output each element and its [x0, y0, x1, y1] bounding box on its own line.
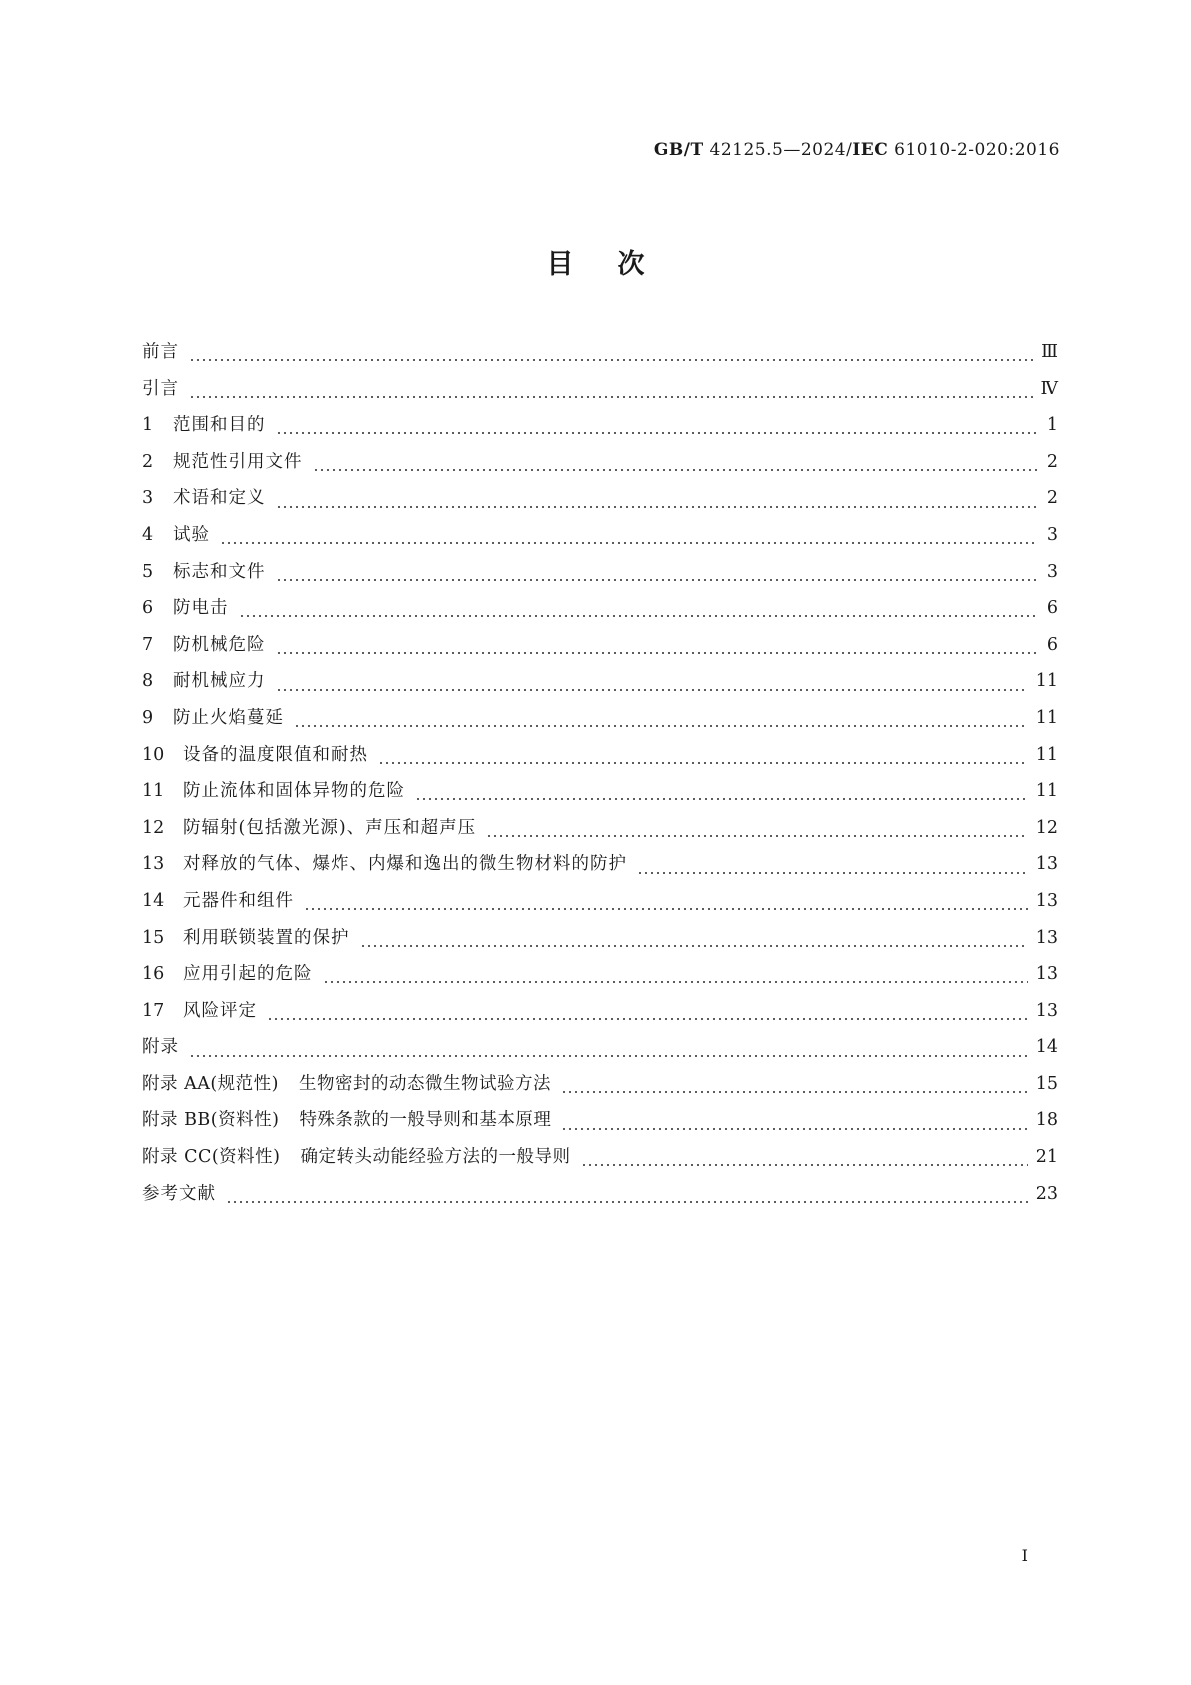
toc-entry[interactable]: [142, 887, 1058, 924]
toc-entry-label: [183, 741, 368, 766]
toc-dot-leader: [189, 1054, 1028, 1058]
toc-entry-page: Ⅲ: [1041, 342, 1058, 362]
toc-entry-page: 3: [1046, 524, 1058, 545]
toc-entry-page: 11: [1035, 707, 1058, 728]
toc-entry-page: 11: [1035, 671, 1058, 692]
doc-code-prefix: GB/T: [653, 140, 704, 160]
toc-entry[interactable]: [142, 1106, 1058, 1143]
toc-entry[interactable]: [142, 631, 1058, 668]
toc-entry-title: 防辐射(包括激光源)、声压和超声压: [183, 817, 477, 838]
toc-entry-page: 2: [1046, 488, 1058, 509]
toc-entry-title: 防止流体和固体异物的危险: [183, 781, 405, 802]
toc-dot-leader: [360, 944, 1028, 948]
toc-entry-page: 11: [1035, 744, 1058, 765]
toc-dot-leader: [276, 578, 1039, 582]
toc-entry-number: 15: [142, 927, 165, 948]
toc-entry-title: 附录 AA(规范性): [142, 1073, 279, 1094]
toc-dot-leader: [239, 614, 1039, 618]
toc-entry-label: [183, 997, 257, 1022]
toc-entry-title: 防电击: [173, 598, 229, 619]
toc-entry-page: 6: [1046, 634, 1058, 655]
toc-entry-label: [173, 521, 210, 546]
toc-entry[interactable]: [142, 667, 1058, 704]
toc-entry-number: 5: [142, 561, 154, 582]
toc-entry-label: [173, 594, 229, 619]
toc-entry-number: 4: [142, 524, 154, 545]
toc-dot-leader: [415, 797, 1028, 801]
toc-entry[interactable]: [142, 1143, 1058, 1180]
toc-entry-title: 元器件和组件: [183, 890, 294, 911]
toc-entry[interactable]: [142, 814, 1058, 851]
toc-entry-label: [183, 777, 405, 802]
toc-entry[interactable]: [142, 375, 1058, 412]
toc-entry[interactable]: [142, 960, 1058, 997]
toc-entry[interactable]: [142, 484, 1058, 521]
toc-entry-page: 13: [1035, 927, 1058, 948]
toc-dot-leader: [276, 505, 1039, 509]
toc-entry-title: 附录: [142, 1037, 179, 1058]
toc-entry-title: 前言: [142, 342, 179, 362]
toc-entry-number: 3: [142, 488, 154, 509]
toc-entry-title: 试验: [173, 524, 210, 545]
toc-entry-page: 13: [1035, 854, 1058, 875]
toc-entry-number: 10: [142, 744, 165, 765]
toc-entry[interactable]: [142, 448, 1058, 485]
toc-entry-label: [173, 631, 266, 656]
toc-entry-title: 标志和文件: [173, 561, 266, 582]
toc-entry[interactable]: [142, 521, 1058, 558]
toc-entry-label: [183, 850, 627, 875]
document-code: [654, 140, 1060, 160]
toc-entry[interactable]: [142, 924, 1058, 961]
toc-dot-leader: [581, 1163, 1028, 1167]
toc-entry[interactable]: [142, 1180, 1058, 1217]
toc-dot-leader: [561, 1090, 1028, 1094]
toc-entry-label: [173, 667, 266, 692]
doc-code-number: 42125.5—2024/: [703, 140, 853, 160]
toc-entry-title: 利用联锁装置的保护: [183, 927, 350, 948]
toc-dot-leader: [323, 980, 1028, 984]
toc-dot-leader: [313, 468, 1039, 472]
toc-entry-title: 术语和定义: [173, 488, 266, 509]
toc-entry-label: [183, 814, 476, 839]
toc-dot-leader: [220, 541, 1038, 545]
toc-entry-page: 13: [1035, 964, 1058, 985]
toc-entry-label: [183, 887, 294, 912]
toc-entry-title: 防机械危险: [173, 634, 266, 655]
toc-entry-page: 14: [1035, 1037, 1058, 1058]
toc-entry-label: [173, 411, 266, 436]
toc-entry-number: 7: [142, 634, 154, 655]
toc-entry[interactable]: [142, 1033, 1058, 1070]
toc-entry-title: 参考文献: [142, 1183, 216, 1204]
toc-entry-title: 设备的温度限值和耐热: [183, 744, 368, 765]
toc-entry-label: [173, 704, 284, 729]
toc-dot-leader: [561, 1127, 1027, 1131]
toc-dot-leader: [189, 358, 1033, 362]
toc-entry-label: [142, 375, 179, 400]
toc-entry[interactable]: [142, 704, 1058, 741]
toc-entry-label: [183, 924, 350, 949]
toc-entry-title: 应用引起的危险: [183, 964, 313, 985]
toc-entry[interactable]: [142, 411, 1058, 448]
toc-dot-leader: [378, 761, 1028, 765]
toc-entry[interactable]: [142, 997, 1058, 1034]
toc-entry-number: 12: [142, 817, 165, 838]
toc-dot-leader: [304, 907, 1028, 911]
toc-entry-label: [142, 1180, 216, 1205]
toc-entry-title: 规范性引用文件: [173, 451, 303, 472]
toc-entry-title: 耐机械应力: [173, 671, 266, 692]
toc-entry-title: 附录 CC(资料性): [142, 1147, 281, 1168]
toc-entry-label: [142, 1070, 551, 1095]
toc-entry[interactable]: [142, 741, 1058, 778]
toc-entry-page: 12: [1035, 817, 1058, 838]
toc-entry[interactable]: [142, 777, 1058, 814]
toc-entry-page: 23: [1035, 1183, 1058, 1204]
toc-dot-leader: [637, 871, 1028, 875]
toc-entry-number: 2: [142, 451, 154, 472]
toc-entry-number: 14: [142, 890, 165, 911]
toc-entry-number: 13: [142, 854, 165, 875]
toc-entry[interactable]: [142, 558, 1058, 595]
toc-entry-number: 1: [142, 415, 154, 436]
toc-entry[interactable]: [142, 338, 1058, 375]
page-title: 目次: [546, 249, 689, 280]
toc-entry-page: 11: [1035, 781, 1058, 802]
page-number: I: [1021, 1546, 1028, 1565]
toc-dot-leader: [267, 1017, 1028, 1021]
toc-dot-leader: [189, 395, 1033, 399]
toc-entry-page: 3: [1046, 561, 1058, 582]
toc-entry-page: 6: [1046, 598, 1058, 619]
toc-entry-page: 2: [1046, 451, 1058, 472]
doc-code-iec-number: 61010-2-020:2016: [888, 140, 1060, 160]
toc-entry-title: 附录 BB(资料性): [142, 1110, 280, 1131]
doc-code-iec: IEC: [852, 140, 889, 160]
table-of-contents: [142, 338, 1058, 1216]
toc-entry-number: 9: [142, 707, 154, 728]
toc-entry-number: 11: [142, 781, 165, 802]
toc-entry-subtitle: 生物密封的动态微生物试验方法: [299, 1073, 551, 1094]
toc-dot-leader: [276, 431, 1039, 435]
toc-dot-leader: [276, 651, 1039, 655]
toc-entry-title: 引言: [142, 378, 179, 399]
toc-entry-title: 对释放的气体、爆炸、内爆和逸出的微生物材料的防护: [183, 854, 627, 875]
toc-entry-number: 17: [142, 1000, 165, 1021]
toc-entry-title: 防止火焰蔓延: [173, 707, 284, 728]
toc-entry-page: 1: [1046, 415, 1058, 436]
toc-entry-label: [173, 448, 303, 473]
toc-dot-leader: [294, 724, 1028, 728]
toc-entry-page: 18: [1035, 1110, 1058, 1131]
toc-entry[interactable]: [142, 594, 1058, 631]
toc-entry[interactable]: [142, 1070, 1058, 1107]
toc-entry-label: [173, 558, 266, 583]
toc-entry-page: 13: [1035, 890, 1058, 911]
toc-dot-leader: [486, 834, 1028, 838]
toc-entry-page: 21: [1035, 1147, 1058, 1168]
toc-entry-label: [142, 338, 179, 363]
toc-entry-page: 15: [1035, 1073, 1058, 1094]
toc-entry-number: 16: [142, 964, 165, 985]
toc-entry-page: 13: [1035, 1000, 1058, 1021]
toc-entry-label: [142, 1106, 551, 1131]
toc-entry-label: [183, 960, 313, 985]
toc-dot-leader: [276, 688, 1028, 692]
toc-entry-label: [173, 484, 266, 509]
toc-entry[interactable]: [142, 850, 1058, 887]
toc-entry-number: 6: [142, 598, 154, 619]
toc-entry-label: [142, 1033, 179, 1058]
toc-dot-leader: [226, 1200, 1028, 1204]
toc-entry-subtitle: 确定转头动能经验方法的一般导则: [300, 1147, 571, 1168]
toc-entry-title: 范围和目的: [173, 415, 266, 436]
toc-entry-subtitle: 特殊条款的一般导则和基本原理: [299, 1110, 552, 1131]
toc-entry-number: 8: [142, 671, 154, 692]
toc-entry-title: 风险评定: [183, 1000, 257, 1021]
toc-entry-label: [142, 1143, 571, 1168]
toc-entry-page: Ⅳ: [1040, 378, 1058, 399]
